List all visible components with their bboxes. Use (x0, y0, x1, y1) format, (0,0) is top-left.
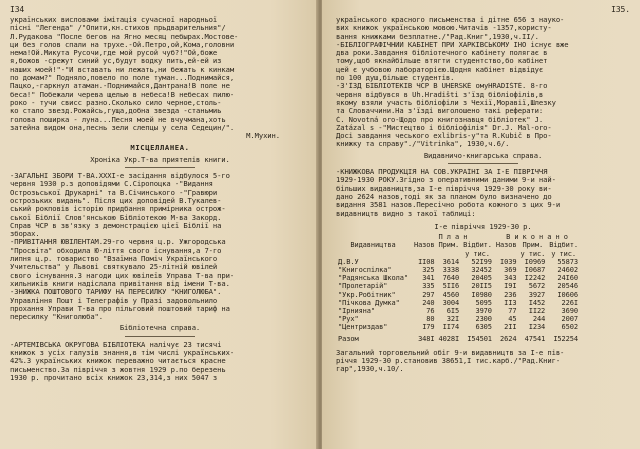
text-line: видавництв видно з такої таблиці: (336, 209, 476, 218)
signature: М.Мухин. (246, 132, 280, 141)
table-cell-name: "Книгоспілка" (338, 265, 392, 274)
table-cell: I79 (422, 323, 435, 332)
intro-text (10, 16, 310, 132)
text-line: Пацко,-гаркнул атаман.-Поднимайся,Дантрана!В поле не (10, 82, 230, 91)
table-cell: Прим. (522, 241, 544, 250)
text-line: два роки.Завдання бібліотечного кабінету полягає в (336, 49, 548, 58)
text-line: "Просвіта" обходила Ю-ліття свого існування,а 7-го (10, 246, 222, 255)
table-cell: 240 (422, 298, 435, 307)
subheading-library: Бібліотечна справа. (119, 323, 201, 333)
text-line: хильників книги надіслала привітання від імени Т-ва. (10, 279, 230, 288)
text-line: роко - тучи свисс разно.Сколько сило черное,столь- (10, 98, 222, 107)
text-line: прохання Управи Т-ва про пільговий поштовий тариф на (10, 304, 230, 313)
table-row (336, 274, 580, 282)
table-row (336, 323, 580, 331)
text-line: дано 2624 назов,тоді як за планом було визначено до (336, 192, 552, 201)
table-cell: 2624 (500, 334, 517, 343)
table-row (336, 258, 580, 266)
text-line: червня 1930 р.з доповідями С.Сіропоцка -"Видання (10, 180, 213, 189)
text-line: тому,щоб якнайбільше втягти студентство,бо кабінет (336, 57, 548, 66)
table-cell: Відбит. (463, 241, 492, 250)
table-group-header (336, 233, 580, 241)
text-line: книжок з усіх галузів знання,в тім числі українських- (10, 348, 235, 357)
table-header-row (336, 241, 580, 249)
text-line: українських висловами імітація сучасної народньої (10, 16, 218, 24)
table-cell: 76 (426, 306, 435, 315)
table-cell: 24I60 (557, 274, 578, 283)
text-line: якому взяли участь бібліофіли з Чехії,Моравії,Шлезку (336, 98, 556, 107)
text-line: червня відбувся в Uh.Hradišti з'їзд бібліофілів,в (336, 90, 544, 99)
table-cell: 80 (426, 315, 435, 324)
table-cell: II3 (504, 298, 517, 307)
table-cell-name: "Ірнияна" (338, 306, 376, 315)
table-cell: 3004 (442, 298, 460, 307)
table-cell: 7640 (442, 274, 460, 283)
text-line: зборах. (10, 230, 40, 239)
table-cell: II22 (528, 306, 546, 315)
table-cell-name (336, 250, 412, 258)
table-cell: 6502 (561, 323, 578, 332)
text-line: острозьких видань". Після цих доповідей В.Тукалев- (10, 196, 222, 205)
table-cell: I0980 (471, 290, 492, 299)
section-heading-miscellanea: МІСЦЕЛЛАНЕА. (130, 143, 190, 153)
text-line: 1930 р. прочитано всіх книжок 23,314,з них 5047 з (10, 373, 218, 382)
publishing-text (336, 168, 630, 218)
table-cell: 2II (504, 323, 517, 332)
table-cell: 226I (561, 298, 578, 307)
text-line: -АРТЕМІВСЬКА ОКРУГОВА БІБЛІОТЕКА налічує 23 тисячі (10, 340, 222, 349)
table-cell: 348I (418, 334, 435, 343)
table-cell-name: "Пічкова Думка" (338, 298, 400, 307)
table-cell: 3690 (561, 306, 578, 315)
table-cell: 3970 (475, 306, 492, 315)
table-cell: 6305 (475, 323, 492, 332)
text-line: затейна видом она,песнь зели слепцы у села Седецин/". (10, 123, 235, 132)
right-page (322, 0, 640, 449)
table-cell: 297 (422, 290, 435, 299)
text-line: вих книжок українською мовою.Читачів -1357,користу- (336, 24, 552, 33)
table-cell (437, 250, 462, 258)
text-line: більших видавництв,за I-е півріччя 1929-30 року ви- (336, 184, 552, 193)
table-cell: Прим. (438, 241, 460, 250)
text-line: -З'ЇЗД БІБЛІОТЕКІВ ЧСР В UHERSKÉ омуНRADIŠTĚ. 8-го (336, 82, 548, 91)
table-cell: 2007 (561, 315, 578, 324)
table-cell-name: "Центриздав" (338, 323, 388, 332)
table-cell-name: Д.В.У (338, 257, 359, 266)
table-cell: I234 (528, 323, 546, 332)
publishing-table (336, 233, 580, 343)
table-cell: 3927 (528, 290, 546, 299)
text-line: свого існування.З нагоди цих ювілеїв Управа Т-ва при- (10, 271, 235, 280)
table-cell: I54501 (467, 334, 492, 343)
text-line: -ЗАГАЛЬНІ ЗБОРИ Т-ВА.XXXI-е засідання відбулося 5-го (10, 172, 230, 181)
text-line: голова поширка - луна...Песня моей не вчучмана,хоть (10, 115, 226, 124)
table-cell: 4560 (442, 290, 460, 299)
table-cell: у тис. (465, 249, 490, 258)
table-total-row (336, 332, 580, 343)
table-cell: 369 (504, 265, 517, 274)
table-cell: у тис. (520, 249, 546, 258)
text-line: беса!" Побежали черева щелью в небеса!В небесах пилю- (10, 90, 235, 99)
table-cell: 5II6 (442, 282, 460, 291)
table-cell (494, 250, 519, 258)
table-cell: 47541 (524, 334, 546, 343)
table-cell: 335 (422, 282, 435, 291)
table-cell: 5095 (475, 298, 492, 307)
table-cell: 236 (504, 290, 517, 299)
text-line: по 100 душ,більше студентів. (336, 74, 455, 83)
text-line: річчя 1929-30 р.становив 38651,I тис.карб./"Рад.Книг- (336, 357, 561, 366)
subheading-publishing: Видавничо-книгарська справа. (423, 150, 543, 160)
table-cell: 52I99 (471, 257, 492, 266)
text-line: пересилку "Книголюба". (10, 313, 103, 322)
text-line: Справ ЧСР в зв'язку з демонстрацією цієї Біблії на (10, 221, 222, 230)
table-cell (412, 250, 437, 258)
table-cell: 45 (508, 315, 517, 324)
table-cell: 341 (422, 274, 435, 283)
text-line: видання 3581 назов.Пересічно робота кожного з цих 9-и (336, 201, 561, 210)
text-line: нема!Ой.Микута Русочи,где мой русой чуб?!"Ой,боже (10, 49, 218, 58)
text-line: книжку та справу"./"Vitrinka", 1930,ч.6/. (336, 140, 510, 149)
text-line: по домам?" Подняло,повело по поле туман...Поднимайся, (10, 74, 235, 83)
table-cell: II74 (442, 323, 460, 332)
text-line: Загальний торговельний обіг 9-и видавництв за І-е пів- (336, 348, 565, 357)
divider (125, 167, 195, 168)
table-cell: Назов (495, 241, 517, 250)
divider (448, 163, 518, 164)
text-line: Досі завдання чеського exlibris-у"та R.Kubič в Про- (336, 132, 552, 141)
table-cell: I0687 (524, 265, 546, 274)
text-line: -БІБЛІОГРАФІЧНИЙ КАБІНЕТ ПРИ ХАРКІВСЬКОМУ ІНО існує вже (336, 40, 569, 49)
text-line: письменство.За півріччя з жовтня 1929 р.по березень (10, 365, 226, 374)
table-units-row (336, 250, 580, 258)
table-cell: 32I (446, 315, 460, 324)
table-cell: 20II5 (471, 282, 492, 291)
text-line: та Словаччини.На з'їзді виголошено такі реферати: (336, 107, 544, 116)
table-cell-name: "Пролетарій" (338, 282, 388, 291)
table-cell: 32452 (471, 265, 492, 274)
table-cell: 3338 (442, 265, 460, 274)
left-page (0, 0, 318, 449)
group-plan: П л а н (438, 233, 468, 242)
text-line: пісні "Легенда" /"Опити,кн.стихов прьдварительния"/ (10, 24, 226, 33)
table-cell: I0969 (524, 257, 546, 266)
table-cell-name: "Рух" (338, 315, 359, 324)
table-cell: 20405 (471, 274, 492, 283)
table-cell: 343 (504, 274, 517, 283)
table-row (336, 291, 580, 299)
table-cell: 5672 (528, 282, 546, 291)
table-cell: 77 (508, 306, 517, 315)
subheading-chronicle: Хроніка Укр.Т-ва приятелів книги. (90, 154, 230, 164)
table-cell: 55873 (557, 257, 578, 266)
text-line: українського красного письменства і дітне 656 з науко- (336, 16, 565, 24)
text-line: ко стало звезд.Рожайсь,гуща,добна звезда -станьмиь (10, 107, 222, 116)
text-line: цей є учбовою лабораторією.Щодня кабінет відвідує (336, 65, 544, 74)
chronicle-text (10, 172, 310, 321)
table-cell: у тис. (551, 249, 576, 258)
text-line: Учительства" у Львові святкувало 25-літній ювілей (10, 263, 218, 272)
table-cell: 4028I (438, 334, 460, 343)
text-line: ци без голов спали на трухе.-Ой.Петро,ой,Кома,головни (10, 40, 235, 49)
table-cell: 325 (422, 265, 435, 274)
table-row (336, 307, 580, 315)
divider (125, 336, 195, 337)
table-cell: I9I (504, 282, 517, 291)
table-cell-name: "Радянська Школа" (338, 274, 408, 283)
text-line: -ЗНИЖКА ПОШТОВОГО ТАРИФУ НА ПЕРЕСИЛКУ "КНИГОЛЮБА". (10, 288, 222, 297)
text-line: ської Біблії Слов'янською Бібліотекою М-ва Закорд. (10, 213, 222, 222)
table-cell: II08 (418, 257, 435, 266)
text-line: Č. Novotná oro-Щодо про книгознавця бібліотек" J. (336, 115, 544, 124)
table-cell: Відбит. (549, 241, 578, 250)
table-cell: 3614 (442, 257, 460, 266)
table-cell: 244 (532, 315, 546, 324)
page-number: I34 (10, 5, 25, 14)
table-cell: Назов (413, 241, 435, 250)
table-row (336, 299, 580, 307)
text-line: Zatázal s -"Мистецтво і бібліофілія" Dr.J. Mal-oro- (336, 123, 552, 132)
text-line: Управління Пошт і Телеграфів у Празі задовольнило (10, 296, 218, 305)
text-line: 42%.З українських книжок переважно читається красне (10, 357, 226, 366)
text-line: 1929-1930 РОКУ.Згідно з оперативними даними 9-и най- (336, 176, 556, 185)
page-number: I35. (611, 5, 630, 14)
table-cell: I52254 (553, 334, 578, 343)
closing-text (336, 349, 630, 374)
text-line: ський рокповів історію придбання примірника острож- (10, 205, 226, 214)
text-line: липня ц.р. товариство "Взаїмна Поміч Українського (10, 255, 218, 264)
table-cell: 20546 (557, 282, 578, 291)
table-cell: 2300 (475, 315, 492, 324)
table-cell: I452 (528, 298, 546, 307)
table-cell: I2242 (524, 274, 546, 283)
table-cell: I0606 (557, 290, 578, 299)
table-cell: 6I5 (446, 306, 460, 315)
text-line: Л.Рудакова "После бегов на Ягно месяц пебырах.Мостове- (10, 32, 239, 41)
table-cell-name: Разом (338, 334, 359, 343)
table-cell-name: "Укр.Робітник" (338, 290, 396, 299)
text-line: -КНИЖКОВА ПРОДУКЦІЯ НА СОВ.УКРАЇНІ ЗА І-Е ПІВРІЧЧЯ (336, 168, 548, 177)
text-line: Острозьської Друкарні" та В.Січинського -"Гравюри (10, 188, 218, 197)
text-line: -ПРИВІТАННЯ ЮВІЛЕНТАМ.29-го червня ц.р. Ужгородська (10, 238, 226, 247)
table-cell-name: Видавництва (350, 241, 396, 250)
text-line: я,божов -срежут синий ус,будут водку пить,ей-ей из (10, 57, 222, 66)
table-row (336, 315, 580, 323)
library-text (10, 341, 310, 382)
group-done: В и к о н а н о (506, 233, 568, 242)
table-row (336, 266, 580, 274)
table-cell: I039 (500, 257, 517, 266)
text-line: вання книжками безплатне./"Рад.Книг",1930,ч.II/. (336, 32, 539, 41)
library-continued-text (336, 16, 630, 149)
table-row (336, 282, 580, 290)
table-title: І-е півріччя 1929-30 р. (434, 221, 532, 231)
text-line: гар",1930,ч.10/. (336, 365, 404, 374)
text-line: наших моей!"-"И вставать ни лежать,ни бежать к кинкам (10, 65, 235, 74)
table-cell: 24602 (557, 265, 578, 274)
